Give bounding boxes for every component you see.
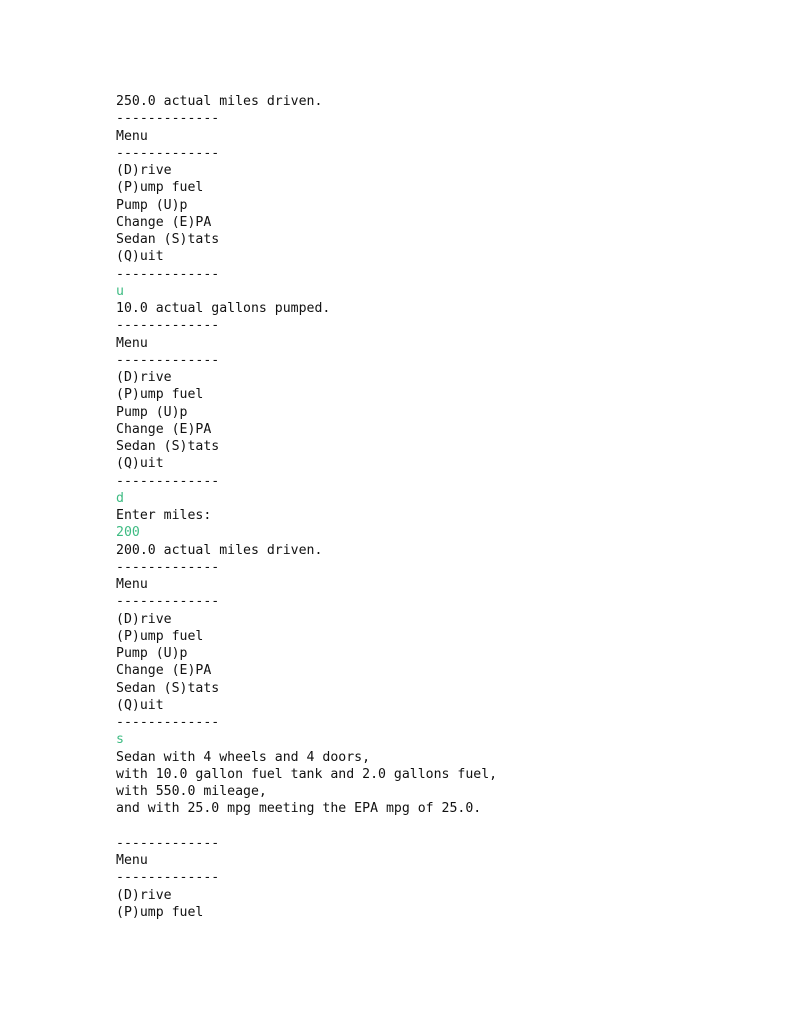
console-line: Sedan (S)tats bbox=[116, 680, 220, 696]
console-output bbox=[116, 93, 497, 921]
console-line: (D)rive bbox=[116, 611, 172, 627]
console-line: (D)rive bbox=[116, 887, 172, 903]
console-line: (D)rive bbox=[116, 163, 172, 178]
separator-line: ------------- bbox=[116, 594, 220, 610]
separator-line: ------------- bbox=[116, 715, 220, 730]
console-line: Sedan (S)tats bbox=[116, 232, 220, 247]
separator-line: ------------- bbox=[116, 559, 220, 575]
user-input-line: d bbox=[116, 490, 124, 506]
console-line: Change (E)PA bbox=[116, 663, 212, 679]
console-line: Change (E)PA bbox=[116, 421, 212, 437]
console-line: (P)ump fuel bbox=[116, 904, 204, 920]
console-line: with 10.0 gallon fuel tank and 2.0 gallons fuel, bbox=[116, 766, 498, 782]
separator-line: ------------- bbox=[116, 145, 220, 161]
console-line: Pump (U)p bbox=[116, 404, 188, 420]
console-line: Change (E)PA bbox=[116, 214, 212, 230]
separator-line: ------------- bbox=[116, 352, 220, 368]
console-line: (P)ump fuel bbox=[116, 180, 204, 196]
console-line: Menu bbox=[116, 577, 148, 592]
console-line: (Q)uit bbox=[116, 697, 164, 713]
separator-line: ------------- bbox=[116, 111, 220, 127]
console-line: (Q)uit bbox=[116, 456, 164, 472]
console-line: (P)ump fuel bbox=[116, 628, 204, 644]
separator-line: ------------- bbox=[116, 266, 220, 282]
console-line: (D)rive bbox=[116, 370, 172, 385]
console-line: 10.0 actual gallons pumped. bbox=[116, 301, 331, 316]
console-line: Pump (U)p bbox=[116, 646, 188, 661]
separator-line: ------------- bbox=[116, 870, 220, 886]
console-line: (P)ump fuel bbox=[116, 387, 204, 403]
user-input-line: s bbox=[116, 732, 124, 748]
user-input-line: u bbox=[116, 283, 124, 299]
separator-line: ------------- bbox=[116, 835, 220, 851]
console-line: Menu bbox=[116, 128, 148, 144]
console-line: Sedan (S)tats bbox=[116, 439, 220, 454]
console-line: (Q)uit bbox=[116, 249, 164, 265]
console-line: and with 25.0 mpg meeting the EPA mpg of 25.0. bbox=[116, 801, 482, 817]
separator-line: ------------- bbox=[116, 318, 220, 334]
console-line: Pump (U)p bbox=[116, 197, 188, 213]
console-line: with 550.0 mileage, bbox=[116, 784, 267, 799]
separator-line: ------------- bbox=[116, 473, 220, 489]
console-line: Menu bbox=[116, 335, 148, 351]
user-input-line: 200 bbox=[116, 525, 140, 541]
console-line: 250.0 actual miles driven. bbox=[116, 94, 323, 109]
blank-line bbox=[116, 818, 497, 835]
console-line: Menu bbox=[116, 853, 148, 868]
console-line: Sedan with 4 wheels and 4 doors, bbox=[116, 749, 371, 765]
console-line: Enter miles: bbox=[116, 508, 212, 523]
console-line: 200.0 actual miles driven. bbox=[116, 542, 323, 558]
